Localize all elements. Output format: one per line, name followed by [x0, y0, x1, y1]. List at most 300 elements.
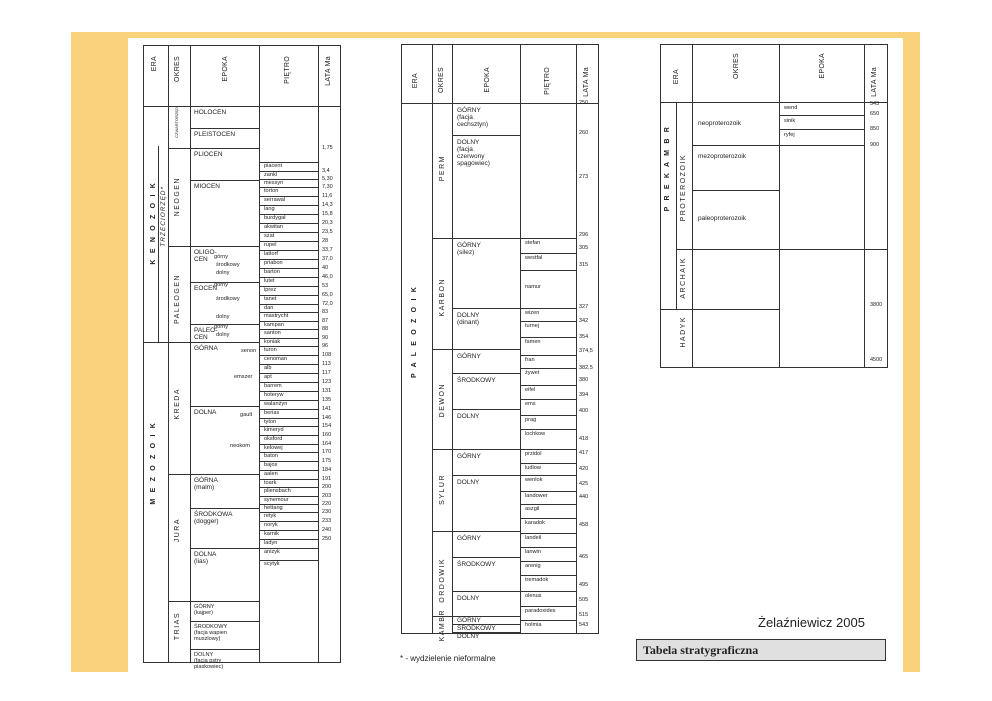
header-okres: OKRES	[174, 56, 181, 83]
lata-28: 141	[322, 406, 332, 412]
pietro-42: karnik	[264, 531, 279, 537]
okres-5: KAMBR	[439, 608, 446, 641]
okres-divider	[692, 249, 779, 250]
epoka-14: DOLNY	[457, 633, 480, 640]
pietro-divider	[520, 238, 576, 239]
subepoka-1: środkowy	[216, 262, 240, 268]
epoka-0: HOLOCEN	[194, 109, 227, 116]
author-credit: Żelaźniewicz 2005	[758, 615, 865, 630]
okres-divider	[692, 145, 779, 146]
pietro-31: oksford	[264, 436, 283, 442]
lata-43: 250	[322, 536, 332, 542]
epoka-divider	[452, 308, 520, 309]
okres-divider	[168, 342, 190, 343]
lata-6: 327	[579, 304, 589, 310]
epoka-6: PALEO- CEN	[194, 327, 218, 341]
epoka-divider	[190, 342, 259, 343]
subepoka-5: dolny	[216, 314, 230, 320]
pietro-32: kelowej	[264, 445, 283, 451]
pietro-24: holmia	[525, 622, 542, 628]
pietro-19: santon	[264, 330, 281, 336]
okres-divider	[432, 531, 452, 532]
epoka-12: GÓRNY	[457, 617, 481, 624]
pietro-24: apt	[264, 374, 272, 380]
lata-13: 400	[579, 408, 589, 414]
subepoka-11: neokom	[230, 443, 250, 449]
epoka-11: DOLNA (lias)	[194, 551, 217, 565]
pietro-27: walanżyn	[264, 401, 288, 407]
pietro-39: hettang	[264, 505, 283, 511]
lata-2: 5,30	[322, 176, 333, 182]
header-lata: LATA Ma	[583, 67, 590, 97]
pietro-1: westfal	[525, 255, 543, 261]
pietro-10: lattorf	[264, 251, 278, 257]
pietro-divider	[520, 270, 576, 271]
pietro-10: prag	[525, 417, 537, 423]
pietro-30: kimeryd	[264, 427, 284, 433]
pietro-29: tyton	[264, 419, 277, 425]
lata-21: 96	[322, 343, 329, 349]
epoka-13: ŚRODKOWY (facja wapien muszlowy)	[194, 624, 228, 642]
era-prekambr: P R E K A M B R	[664, 125, 671, 212]
pietro-11: lochkow	[525, 431, 546, 437]
lata-7: 20,3	[322, 220, 333, 226]
header-okres: OKRES	[438, 67, 445, 94]
lata-26: 131	[322, 388, 332, 394]
epoka-divider	[190, 621, 259, 622]
lata-34: 175	[322, 458, 332, 464]
pietro-22: cenoman	[264, 356, 288, 362]
lata-0: 543	[870, 101, 880, 107]
epoka-5: EOCEN	[194, 285, 218, 292]
lata-20: 90	[322, 335, 329, 341]
lata-13: 46,0	[322, 274, 333, 280]
okres-0: neoproterozoik	[698, 120, 741, 127]
lata-10: 33,7	[322, 247, 333, 253]
lata-9: 374,5	[579, 348, 593, 354]
pietro-38: synemour	[264, 497, 289, 503]
epoka-6: DOLNY	[457, 413, 480, 420]
pietro-2: messyn	[264, 180, 284, 186]
pietro-8: eifel	[525, 387, 536, 393]
pietro-33: baton	[264, 453, 278, 459]
epoka-11: DOLNY	[457, 595, 480, 602]
epoka-12: GÓRNY (kajper)	[194, 604, 215, 616]
subepoka-3: górny	[214, 282, 228, 288]
pietro-4: turnej	[525, 323, 539, 329]
epoka-divider	[190, 649, 259, 650]
epoka-5: ŚRODKOWY	[457, 377, 496, 384]
pietro-8: szat	[264, 233, 275, 239]
pietro-divider	[520, 308, 576, 309]
epoka-divider	[190, 148, 259, 149]
epoka-2: ryfej	[784, 132, 795, 138]
epoka-9: GÓRNA (malm)	[194, 477, 218, 491]
epoka-divider	[779, 115, 864, 116]
era-divider	[144, 342, 168, 343]
pietro-divider	[520, 533, 576, 534]
pietro-43: ladyn	[264, 540, 278, 546]
pietro-21: turon	[264, 347, 277, 353]
pietro-2: namur	[525, 284, 541, 290]
epoka-divider	[190, 128, 259, 129]
subepoka-9: emszer	[234, 374, 253, 380]
header-era: ERA	[412, 73, 419, 89]
lata-4: 305	[579, 245, 589, 251]
epoka-divider	[452, 238, 520, 239]
okres-1: mezoproterozoik	[698, 153, 747, 160]
lata-29: 146	[322, 415, 332, 421]
pietro-divider	[520, 463, 576, 464]
epoka-divider	[190, 548, 259, 549]
lata-2: 850	[870, 126, 880, 132]
epoka-1: sinik	[784, 118, 796, 124]
header-epoka: EPOKA	[819, 53, 826, 79]
pietro-20: arenig	[525, 563, 541, 569]
okres-divider	[168, 148, 190, 149]
lata-12: 40	[322, 265, 329, 271]
subepoka-4: środkowy	[216, 296, 240, 302]
pietro-1: zankl	[264, 172, 278, 178]
epoka-10: ŚRODKOWY	[457, 561, 496, 568]
pietro-5: famen	[525, 339, 541, 345]
okres-divider	[168, 246, 190, 247]
pietro-divider	[520, 321, 576, 322]
lata-12: 394	[579, 392, 589, 398]
pietro-21: tremadok	[525, 577, 549, 583]
lata-14: 53	[322, 283, 329, 289]
pietro-14: iprez	[264, 287, 277, 293]
pietro-15: landower	[525, 493, 548, 499]
epoka-divider	[452, 373, 520, 374]
pietro-7: akwitan	[264, 224, 283, 230]
lata-11: 37,0	[322, 256, 333, 262]
lata-4: 3800	[870, 302, 883, 308]
epoka-divider	[190, 508, 259, 509]
epoka-0: GÓRNY (facja cechsztyn)	[457, 107, 489, 128]
okres-divider	[168, 601, 190, 602]
epoka-3: MIOCEN	[194, 183, 220, 190]
pietro-16: dan	[264, 305, 274, 311]
pietro-13: lutet	[264, 278, 275, 284]
caption-box	[636, 639, 886, 661]
pietro-4: serrawal	[264, 197, 286, 203]
pietro-6: burdygał	[264, 215, 286, 221]
pietro-41: noryk	[264, 522, 278, 528]
lata-21: 495	[579, 582, 589, 588]
epoka-4: OLIGO- CEN	[194, 249, 217, 263]
pietro-20: koniak	[264, 339, 281, 345]
era-kenozoik: K E N O Z O I K	[150, 181, 157, 265]
epoka-1: PLEISTOCEN	[194, 131, 236, 138]
pietro-9: ems	[525, 401, 536, 407]
lata-38: 203	[322, 493, 332, 499]
epoka-4: GÓRNY	[457, 353, 481, 360]
pietro-0: stefan	[525, 240, 541, 246]
epoka-divider	[452, 531, 520, 532]
okres-0: PERM	[439, 154, 446, 181]
pietro-18: kampan	[264, 322, 284, 328]
pietro-divider	[520, 415, 576, 416]
pietro-divider	[520, 518, 576, 519]
header-lata: LATA Ma	[871, 67, 878, 97]
pietro-16: aszgil	[525, 506, 540, 512]
lata-6: 15,8	[322, 211, 333, 217]
lata-30: 154	[322, 423, 332, 429]
epoka-13: ŚRODKOWY	[457, 625, 496, 632]
pietro-44: anizyk	[264, 549, 280, 555]
epoka-divider	[190, 180, 259, 181]
epoka-divider	[452, 557, 520, 558]
pietro-35: aalen	[264, 471, 278, 477]
pietro-0: piacent	[264, 163, 283, 169]
lata-11: 380	[579, 377, 589, 383]
lata-40: 230	[322, 509, 332, 515]
lata-8: 23,5	[322, 229, 333, 235]
pietro-divider	[520, 591, 576, 592]
lata-18: 440	[579, 494, 589, 500]
pietro-12: przidol	[525, 451, 542, 457]
pietro-divider	[520, 491, 576, 492]
epoka-3: DOLNY (dinant)	[457, 312, 480, 326]
pietro-28: berias	[264, 410, 280, 416]
pietro-37: pliensbach	[264, 488, 291, 494]
caption-text: Tabela stratygraficzna	[643, 643, 759, 657]
pietro-15: tanet	[264, 296, 277, 302]
lata-23: 113	[322, 361, 331, 367]
era-1: ARCHAIK	[680, 257, 687, 299]
lata-1: 3,4	[322, 168, 330, 174]
lata-17: 83	[322, 309, 329, 315]
pietro-divider	[520, 606, 576, 607]
epoka-divider	[452, 349, 520, 350]
pietro-5: lang	[264, 206, 275, 212]
lata-19: 88	[322, 326, 329, 332]
pietro-22: olenus	[525, 593, 542, 599]
pietro-14: wenlok	[525, 477, 543, 483]
epoka-divider	[779, 145, 864, 146]
lata-0: 250	[579, 100, 589, 106]
lata-8: 354	[579, 334, 589, 340]
epoka-divider	[452, 591, 520, 592]
pietro-23: alb	[264, 365, 272, 371]
epoka-1: DOLNY (facja czerwony spągowiec)	[457, 139, 490, 167]
header-epoka: EPOKA	[484, 67, 491, 93]
pietro-divider	[520, 575, 576, 576]
lata-33: 170	[322, 449, 332, 455]
era-paleozoik: P A L E O Z O I K	[411, 285, 418, 379]
era-2: HADYK	[680, 316, 687, 348]
epoka-divider	[190, 406, 259, 407]
pietro-26: hoteryw	[264, 392, 284, 398]
pietro-25: barrem	[264, 383, 282, 389]
pietro-13: ludlow	[525, 465, 541, 471]
lata-5: 315	[579, 262, 589, 268]
okres-3: SYLUR	[439, 474, 446, 505]
pietro-17: karadok	[525, 520, 545, 526]
header-era: ERA	[673, 69, 680, 85]
okres-divider	[168, 474, 190, 475]
epoka-divider	[452, 409, 520, 410]
lata-36: 191	[322, 476, 332, 482]
lata-14: 418	[579, 436, 589, 442]
lata-5: 14,3	[322, 202, 333, 208]
pietro-7: żywet	[525, 370, 540, 376]
pietro-12: barton	[264, 269, 280, 275]
pietro-divider	[520, 547, 576, 548]
epoka-divider	[452, 449, 520, 450]
table-prekambr	[660, 44, 888, 368]
lata-39: 220	[322, 501, 332, 507]
pietro-6: fran	[525, 357, 535, 363]
epoka-divider	[190, 246, 259, 247]
trzeciorzed-line	[158, 146, 159, 342]
lata-31: 160	[322, 432, 332, 438]
pietro-divider	[520, 337, 576, 338]
era-0: PROTEROZOIK	[680, 153, 687, 221]
epoka-7: GÓRNY	[457, 453, 481, 460]
pietro-45: scytyk	[264, 561, 280, 567]
subepoka-7: dolny	[216, 332, 230, 338]
lata-35: 184	[322, 467, 332, 473]
era-divider	[661, 309, 779, 310]
pietro-34: bajos	[264, 462, 278, 468]
okres-5: TRIAS	[174, 611, 181, 640]
lata-10: 382,5	[579, 365, 593, 371]
pietro-divider	[520, 385, 576, 386]
pietro-divider	[520, 475, 576, 476]
lata-9: 28	[322, 238, 329, 244]
epoka-divider	[190, 474, 259, 475]
lata-2: 273	[579, 174, 589, 180]
header-era: ERA	[151, 56, 158, 72]
subepoka-0: górny	[214, 254, 228, 260]
lata-19: 458	[579, 522, 589, 528]
epoka-14: DOLNY (facja pstry piaskowiec)	[194, 652, 224, 670]
epoka-divider	[779, 129, 864, 130]
pietro-divider	[520, 399, 576, 400]
lata-5: 4500	[870, 357, 883, 363]
era-split	[676, 102, 677, 309]
pietro-19: lanwin	[525, 549, 541, 555]
epoka-divider	[452, 475, 520, 476]
lata-16: 420	[579, 466, 589, 472]
pietro-divider	[520, 561, 576, 562]
lata-24: 117	[322, 370, 331, 376]
subepoka-2: dolny	[216, 270, 230, 276]
lata-42: 240	[322, 527, 332, 533]
lata-4: 11,6	[322, 193, 333, 199]
lata-22: 505	[579, 597, 589, 603]
lata-3: 7,30	[322, 184, 333, 190]
pietro-divider	[520, 504, 576, 505]
pietro-divider	[520, 355, 576, 356]
lata-3: 296	[579, 232, 589, 238]
header-pietro: PIĘTRO	[544, 67, 551, 95]
epoka-8: DOLNY	[457, 479, 480, 486]
okres-2: PALEOGEN	[174, 274, 181, 324]
epoka-0: wend	[784, 105, 798, 111]
pietro-11: priabon	[264, 260, 283, 266]
subepoka-10: gault	[240, 412, 253, 418]
pietro-divider	[520, 620, 576, 621]
pietro-divider	[520, 449, 576, 450]
row-divider	[779, 249, 887, 250]
okres-0: CZWARTORZĘD	[174, 107, 179, 138]
lata-41: 233	[322, 518, 332, 524]
lata-1: 650	[870, 111, 880, 117]
lata-24: 543	[579, 622, 589, 628]
table-kenozoik-mezozoik	[143, 45, 341, 670]
epoka-2: GÓRNY (silez)	[457, 242, 481, 256]
pietro-17: mastrycht	[264, 313, 289, 319]
okres-divider	[432, 238, 452, 239]
lata-37: 200	[322, 484, 332, 490]
epoka-2: PLIOCEN	[194, 151, 223, 158]
lata-20: 465	[579, 554, 589, 560]
lata-32: 164	[322, 441, 332, 447]
header-lata: LATA Ma	[325, 56, 332, 86]
okres-4: ORDOWIK	[439, 557, 446, 603]
lata-27: 135	[322, 397, 332, 403]
pietro-3: torton	[264, 188, 279, 194]
subepoka-8: senon	[241, 348, 257, 354]
pietro-9: rupel	[264, 242, 277, 248]
pietro-18: landeil	[525, 535, 542, 541]
epoka-8: DOLNA	[194, 409, 217, 416]
lata-16: 72,0	[322, 301, 333, 307]
lata-15: 417	[579, 450, 589, 456]
subepoka-6: górny	[214, 324, 228, 330]
okres-divider	[692, 190, 779, 191]
okres-2: paleoproterozoik	[698, 215, 747, 222]
okres-divider	[432, 449, 452, 450]
footnote: * - wydzielenie nieformalne	[400, 654, 496, 663]
okres-divider	[432, 349, 452, 350]
epoka-7: GÓRNA	[194, 345, 218, 352]
lata-25: 123	[322, 379, 332, 385]
epoka-9: GÓRNY	[457, 535, 481, 542]
lata-23: 515	[579, 612, 589, 618]
lata-0: 1,75	[322, 145, 333, 151]
okres-4: JURA	[174, 517, 181, 542]
pietro-divider	[520, 429, 576, 430]
era-mezozoik: M E Z O Z O I K	[150, 421, 157, 505]
pietro-divider	[520, 368, 576, 369]
pietro-36: toark	[264, 480, 277, 486]
lata-22: 108	[322, 352, 332, 358]
header-epoka: EPOKA	[222, 56, 229, 82]
lata-7: 342	[579, 318, 589, 324]
lata-1: 260	[579, 130, 589, 136]
epoka-10: ŚRODKOWA (dogger)	[194, 511, 233, 525]
lata-3: 900	[870, 142, 880, 148]
trzeciorzed-label: TRZECIORZĘD*	[160, 186, 167, 247]
lata-15: 65,0	[322, 292, 333, 298]
okres-1: NEOGEN	[174, 177, 181, 217]
pietro-3: wizen	[525, 310, 540, 316]
epoka-divider	[190, 601, 259, 602]
pietro-23: paradoxides	[525, 608, 556, 614]
okres-2: DEWON	[439, 383, 446, 418]
okres-3: KREDA	[174, 388, 181, 420]
header-okres: OKRES	[733, 53, 740, 80]
epoka-divider	[452, 135, 520, 136]
okres-1: KARBON	[439, 277, 446, 317]
lata-18: 87	[322, 318, 329, 324]
lata-17: 425	[579, 481, 589, 487]
table-paleozoik	[401, 44, 599, 641]
